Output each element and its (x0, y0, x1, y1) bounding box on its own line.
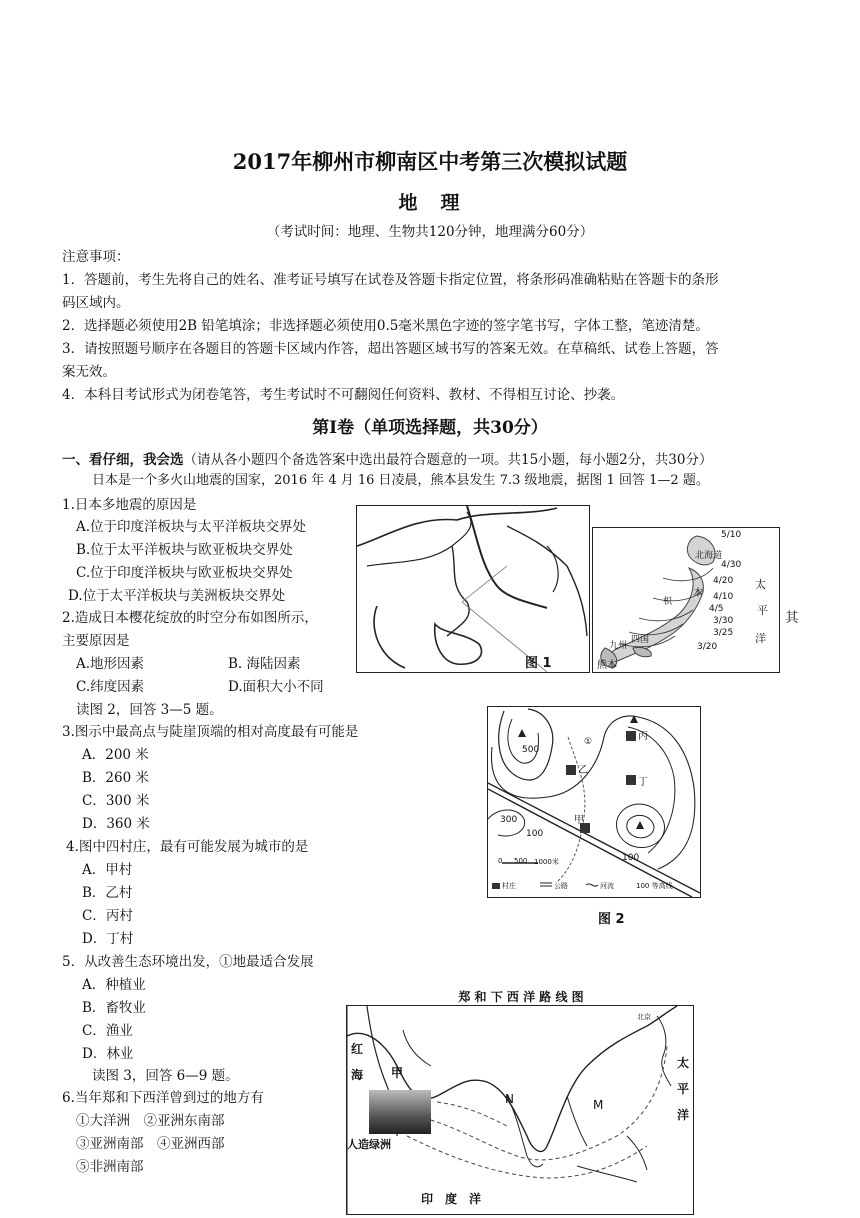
legend-village: 村庄 (502, 882, 516, 890)
location-jia: 甲 (391, 1066, 404, 1080)
q6-options-line3: ⑤非洲南部 (76, 1159, 144, 1175)
q1-option-d: D.位于太平洋板块与美洲板块交界处 (68, 588, 286, 604)
oasis-photo (369, 1090, 431, 1134)
figure-3-voyage-map (346, 1005, 694, 1215)
q5-option-b: B．畜牧业 (82, 1000, 146, 1016)
figure-2-caption: 图 2 (598, 912, 625, 927)
pacific-label-2: 平 (677, 1082, 690, 1096)
ocean-label-2: 平 (757, 604, 768, 617)
ocean-label-3: 洋 (755, 632, 766, 645)
contour-100-right: 100 (622, 853, 640, 863)
contour-300: 300 (500, 815, 518, 825)
q4-option-d: D．丁村 (82, 931, 134, 947)
village-ding: 丁 (638, 777, 648, 788)
indian-ocean-label: 印 度 洋 (421, 1192, 482, 1206)
date-4-20: 4/20 (713, 576, 734, 586)
scale-500: 500 (514, 857, 528, 865)
pacific-label-1: 太 (677, 1056, 690, 1070)
q3-option-d: D．360 米 (82, 816, 150, 832)
q3-stem: 3.图示中最高点与陡崖顶端的相对高度最有可能是 (62, 724, 359, 740)
date-3-25: 3/25 (713, 628, 734, 638)
date-3-20: 3/20 (697, 642, 718, 652)
q2-option-a: A.地形因素 (76, 656, 145, 672)
red-sea-label-2: 海 (351, 1068, 364, 1082)
q3-option-b: B．260 米 (82, 770, 149, 786)
q6-stem: 6.当年郑和下西洋曾到过的地方有 (62, 1090, 264, 1106)
note-3-cont: 案无效。 (62, 364, 116, 380)
intro-q6-9: 读图 3，回答 6—9 题。 (92, 1068, 239, 1084)
notes-heading: 注意事项： (62, 249, 130, 265)
village-yi: 乙 (578, 765, 588, 776)
village-jia: 甲 (574, 815, 584, 826)
q5-option-a: A．种植业 (82, 977, 146, 993)
intro-q3-5: 读图 2，回答 3—5 题。 (76, 702, 223, 718)
figure-1-caption: 图 1 (525, 656, 552, 671)
contour-drawing (488, 707, 700, 897)
q4-option-a: A．甲村 (82, 862, 133, 878)
figure-2-contour-map (487, 706, 701, 898)
village-bing: 丙 (638, 731, 648, 742)
note-1-cont: 码区域内。 (62, 295, 130, 311)
beijing-label: 北京 (637, 1013, 651, 1021)
hokkaido-label: 北海道 (695, 551, 723, 561)
kyushu-label: 九州 (609, 641, 628, 651)
marker-one: ① (584, 737, 593, 747)
q1-option-a: A.位于印度洋板块与太平洋板块交界处 (76, 519, 307, 535)
q2-option-d: D.面积大小不同 (228, 679, 324, 695)
q1-stem: 1.日本多地震的原因是 (62, 497, 197, 513)
part-detail: （请从各小题四个备选答案中选出最符合题意的一项。共15小题，每小题2分，共30分） (183, 452, 713, 468)
q1-option-c: C.位于印度洋板块与欧亚板块交界处 (76, 565, 293, 581)
location-n: N (505, 1092, 514, 1106)
intro-q1-2: 日本是一个多火山地震的国家，2016 年 4 月 16 日凌晨，熊本县发生 7.3 级地震，据图 1 回答 1—2 题。 (92, 473, 709, 488)
q4-option-c: C．丙村 (82, 908, 133, 924)
oasis-label: 人造绿洲 (347, 1138, 391, 1151)
q3-option-c: C．300 米 (82, 793, 150, 809)
page-title: 2017年柳州市柳南区中考第三次模拟试题 (232, 149, 628, 174)
q2-stem-cont: 主要原因是 (62, 633, 130, 649)
figure-1-world-map (356, 505, 590, 673)
note-3: 3．请按照题号顺序在各题目的答题卡区域内作答，超出答题区域书写的答案无效。在草稿纸、试卷上答题，答 (62, 341, 719, 357)
contour-100-left: 100 (526, 829, 544, 839)
date-4-5: 4/5 (709, 604, 724, 614)
ocean-label-1: 太 (755, 578, 766, 591)
q5-option-d: D．林业 (82, 1046, 134, 1062)
q6-options-line2: ③亚洲南部 ④亚洲西部 (76, 1136, 225, 1152)
q1-option-b: B.位于太平洋板块与欧亚板块交界处 (76, 542, 293, 558)
figure-3-title: 郑 和 下 西 洋 路 线 图 (458, 990, 584, 1004)
location-m: M (593, 1098, 604, 1112)
legend-river: 河流 (600, 882, 614, 890)
date-3-30: 3/30 (713, 616, 734, 626)
date-4-10: 4/10 (713, 592, 734, 602)
world-map-drawing (357, 506, 589, 672)
date-5-10: 5/10 (721, 530, 742, 540)
q2-option-b: B. 海陆因素 (228, 656, 301, 672)
pin-label: 枳 (663, 597, 673, 607)
q2-option-c: C.纬度因素 (76, 679, 145, 695)
scale-0: 0 (498, 857, 503, 865)
contour-500: 500 (522, 745, 540, 755)
legend-road: 公路 (554, 882, 568, 890)
q5-stem: 5．从改善生态环境出发，①地最适合发展 (62, 954, 314, 970)
scale-1000: 1000米 (534, 858, 559, 866)
q2-stem: 2.造成日本樱花绽放的时空分布如图所示， (62, 610, 318, 626)
q5-option-c: C．渔业 (82, 1023, 133, 1039)
subject-title: 地 理 (398, 192, 462, 214)
q4-stem: 4.图中四村庄，最有可能发展为城市的是 (66, 839, 309, 855)
date-4-30: 4/30 (721, 560, 742, 570)
part-label: 一、看仔细，我会选 (62, 452, 184, 468)
note-2: 2．选择题必须使用2B 铅笔填涂；非选择题必须使用0.5毫米黑色字迹的签字笔书写，字体工整，笔迹清楚。 (62, 318, 709, 334)
note-1: 1．答题前，考生先将自己的姓名、准考证号填写在试卷及答题卡指定位置，将条形码准确粘贴在答题卡的条形 (62, 272, 719, 288)
q4-option-b: B．乙村 (82, 885, 133, 901)
kumamoto-label: 熊本 (597, 660, 617, 671)
legend-contour: 100 等高线 (636, 882, 673, 890)
q6-options-line1: ①大洋洲 ②亚洲东南部 (76, 1113, 225, 1129)
honshu-label: 本 (693, 588, 703, 599)
exam-time: （考试时间：地理、生物共120分钟，地理满分60分） (266, 224, 594, 240)
pacific-label-3: 洋 (677, 1108, 690, 1122)
figure-1-japan-inset (592, 527, 780, 673)
q2-stem-tail: 其 (785, 610, 799, 626)
red-sea-label-1: 红 (351, 1042, 364, 1056)
q3-option-a: A．200 米 (82, 747, 149, 763)
shikoku-label: 四国 (631, 635, 650, 645)
section-title: 第Ⅰ卷（单项选择题，共30分） (312, 418, 548, 438)
part-instruction (62, 451, 712, 469)
note-4: 4．本科目考试形式为闭卷笔答，考生考试时不可翻阅任何资料、教材、不得相互讨论、抄袭。 (62, 387, 625, 403)
